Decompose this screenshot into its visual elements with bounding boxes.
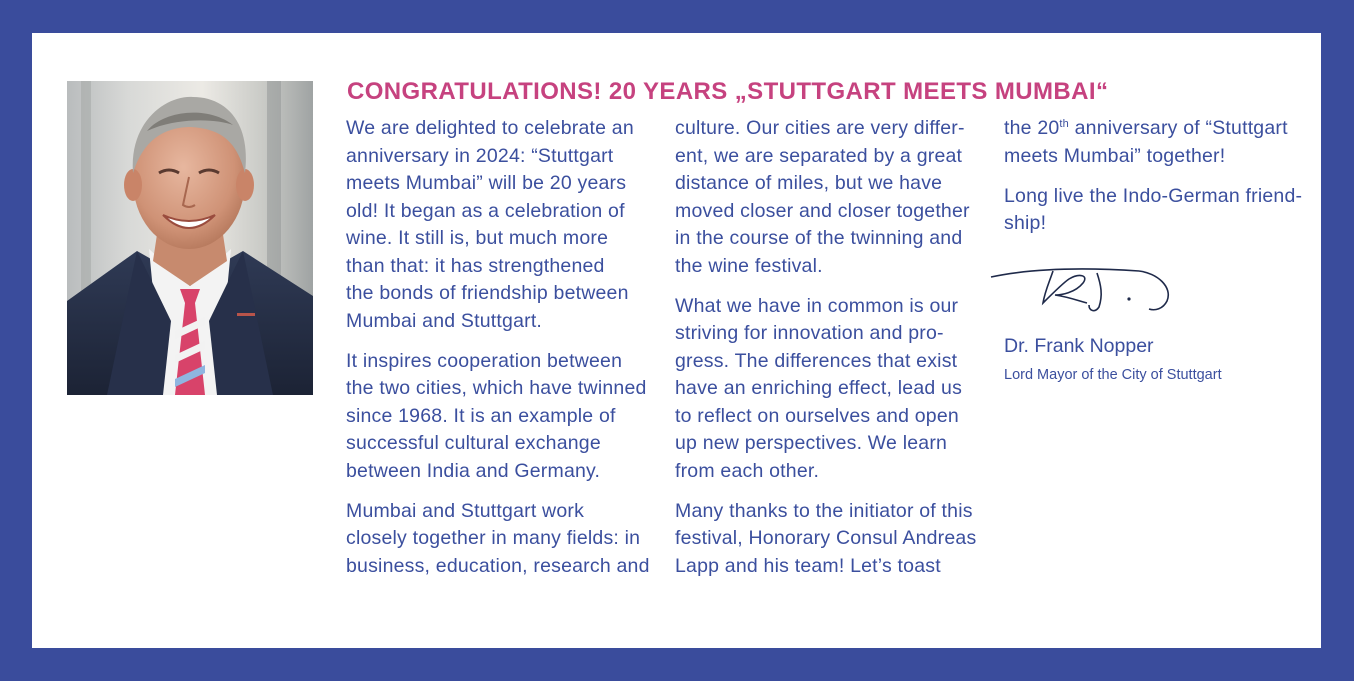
text-line: the wine festival. xyxy=(675,254,823,277)
text-line: Mumbai and Stuttgart. xyxy=(346,309,543,332)
text-line: We are delighted to celebrate an xyxy=(346,117,634,139)
text-line: ent, we are separated by a great xyxy=(675,144,963,167)
text-line: meets Mumbai” together! xyxy=(1004,144,1226,167)
text-line: gress. The differences that exist xyxy=(675,349,958,372)
text-line: ship! xyxy=(1004,212,1047,234)
text-line: Mumbai and Stuttgart work xyxy=(346,499,585,522)
text-column-1 xyxy=(346,115,651,593)
text-line xyxy=(1004,115,1304,143)
headline: CONGRATULATIONS! 20 YEARS „STUTTGART MEETS MUMBAI“ xyxy=(347,78,1109,105)
text-line: distance of miles, but we have xyxy=(675,172,943,194)
letter-card xyxy=(32,33,1321,648)
text-fragment: the 20 xyxy=(1004,117,1060,139)
text-line: anniversary in 2024: “Stuttgart xyxy=(346,144,614,167)
signer-title: Lord Mayor of the City of Stuttgart xyxy=(1004,367,1222,383)
text-line: from each other. xyxy=(675,459,820,482)
paragraph xyxy=(675,498,980,581)
text-line: culture. Our cities are very differ- xyxy=(675,117,965,139)
text-line: up new perspectives. We learn xyxy=(675,432,948,454)
handwritten-signature xyxy=(989,261,1179,321)
text-line: have an enriching effect, lead us xyxy=(675,377,963,399)
text-fragment: anniversary of “Stuttgart xyxy=(1069,117,1288,139)
paragraph xyxy=(346,115,651,335)
text-line: Lapp and his team! Let’s toast xyxy=(675,554,941,577)
text-line: business, education, research and xyxy=(346,554,650,577)
paragraph xyxy=(346,498,651,581)
text-line: closely together in many fields: in xyxy=(346,527,641,549)
text-line: between India and Germany. xyxy=(346,459,601,482)
superscript: th xyxy=(1059,118,1069,130)
text-line: since 1968. It is an example of xyxy=(346,404,616,427)
text-line: What we have in common is our xyxy=(675,294,959,317)
paragraph xyxy=(675,293,980,486)
text-line: the two cities, which have twinned xyxy=(346,377,647,399)
text-line: Many thanks to the initiator of this xyxy=(675,499,973,522)
signer-name: Dr. Frank Nopper xyxy=(1004,335,1154,357)
text-column-2 xyxy=(675,115,980,593)
text-line: to reflect on ourselves and open xyxy=(675,404,959,427)
text-line: moved closer and closer together xyxy=(675,199,970,222)
text-line: wine. It still is, but much more xyxy=(346,227,609,249)
text-line: It inspires cooperation between xyxy=(346,349,623,372)
text-line: striving for innovation and pro- xyxy=(675,322,944,344)
paragraph xyxy=(346,348,651,486)
paragraph xyxy=(675,115,980,280)
portrait-photo xyxy=(67,81,313,395)
text-line: than that: it has strengthened xyxy=(346,254,605,277)
text-line: the bonds of friendship between xyxy=(346,282,629,304)
text-line: in the course of the twinning and xyxy=(675,227,963,249)
text-column-3 xyxy=(1004,115,1304,250)
paragraph xyxy=(1004,115,1304,170)
text-line: successful cultural exchange xyxy=(346,432,601,454)
text-line: festival, Honorary Consul Andreas xyxy=(675,527,977,549)
paragraph xyxy=(1004,183,1304,238)
text-line: old! It began as a celebration of xyxy=(346,199,625,222)
text-line: Long live the Indo-German friend- xyxy=(1004,184,1303,207)
text-line: meets Mumbai” will be 20 years xyxy=(346,172,627,194)
